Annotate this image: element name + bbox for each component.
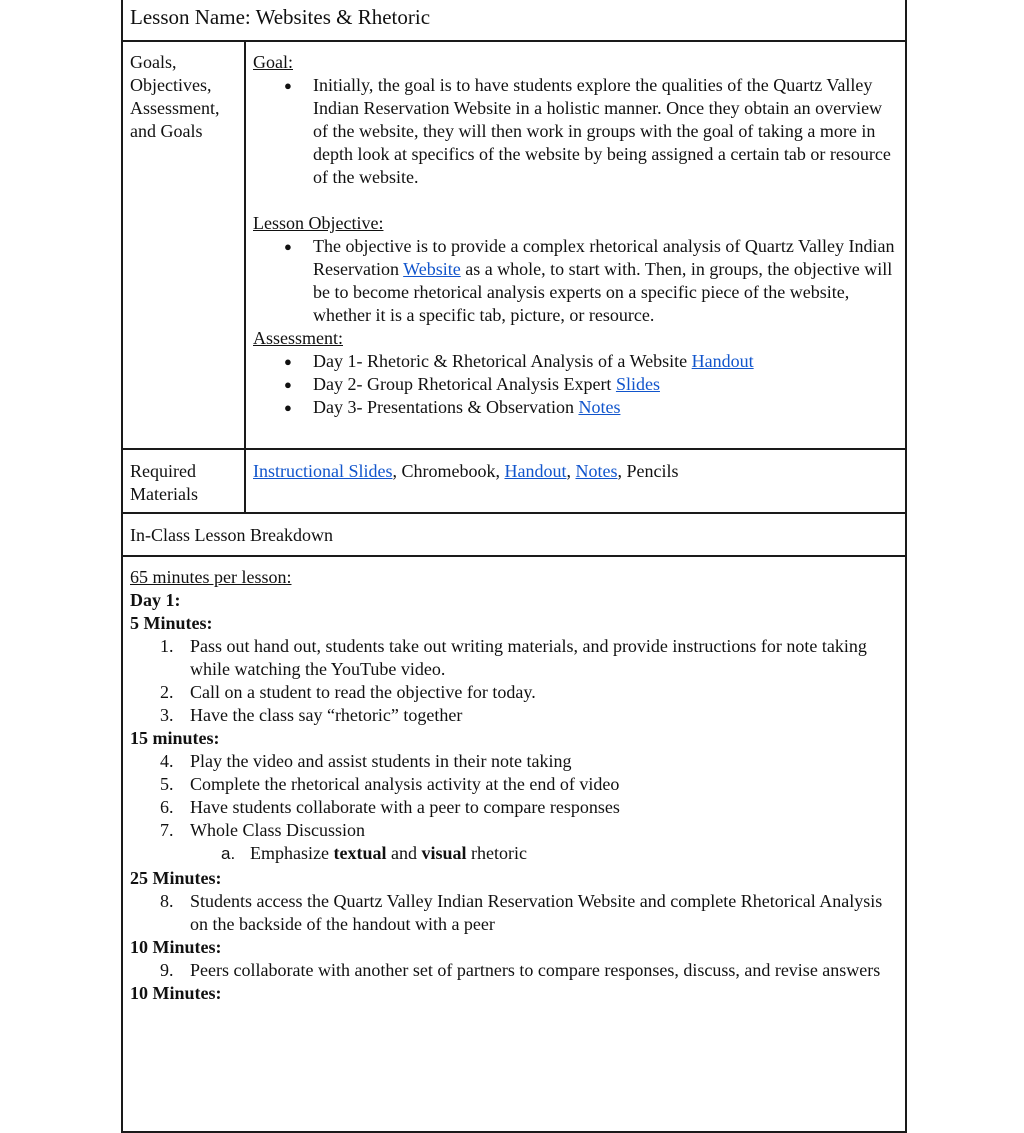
step-text: Complete the rhetorical analysis activity at the end of video bbox=[190, 774, 620, 794]
step-text: Have students collaborate with a peer to compare responses bbox=[190, 797, 620, 817]
step-number: 6. bbox=[160, 797, 174, 817]
duration-heading: 25 Minutes: bbox=[130, 868, 222, 888]
instructional-slides-link[interactable]: Instructional Slides bbox=[253, 461, 393, 481]
step-text: Peers collaborate with another set of partners to compare responses, discuss, and revise answers bbox=[190, 960, 881, 980]
goals-label-cell bbox=[122, 41, 245, 449]
assessment-item bbox=[313, 373, 898, 396]
assessment-text: Day 2- Group Rhetorical Analysis Expert bbox=[313, 374, 616, 394]
step-item bbox=[160, 959, 898, 982]
duration-heading: 15 minutes: bbox=[130, 728, 220, 748]
step-number: 7. bbox=[160, 820, 174, 840]
step-item bbox=[160, 890, 898, 936]
goal-item bbox=[313, 74, 898, 189]
slides-link[interactable]: Slides bbox=[615, 374, 660, 394]
materials-handout-link[interactable]: Handout bbox=[504, 461, 567, 481]
goal-heading: Goal: bbox=[253, 52, 293, 72]
step-item bbox=[160, 704, 898, 727]
minutes-per-lesson: 65 minutes per lesson: bbox=[130, 567, 292, 587]
step-text: Pass out hand out, students take out writing materials, and provide instructions for note taking while watching the YouTube video. bbox=[190, 636, 867, 679]
goals-label-line: Objectives, bbox=[130, 75, 212, 95]
goals-label-line: and Goals bbox=[130, 121, 203, 141]
objective-heading: Lesson Objective: bbox=[253, 213, 384, 233]
breakdown-heading: In-Class Lesson Breakdown bbox=[130, 525, 333, 545]
lesson-title: Lesson Name: Websites & Rhetoric bbox=[130, 5, 431, 29]
sub-step-text: Emphasize bbox=[250, 843, 334, 863]
materials-text: , bbox=[566, 461, 576, 481]
day-heading: Day 1: bbox=[130, 590, 181, 610]
step-text: Play the video and assist students in their note taking bbox=[190, 751, 572, 771]
step-list bbox=[130, 750, 898, 865]
lesson-title-cell bbox=[122, 0, 906, 41]
step-list bbox=[130, 959, 898, 982]
notes-link[interactable]: Notes bbox=[578, 397, 621, 417]
goals-label-line: Assessment, bbox=[130, 98, 220, 118]
goal-list bbox=[253, 74, 898, 189]
materials-label-line: Materials bbox=[130, 484, 198, 504]
assessment-text: Day 1- Rhetoric & Rhetorical Analysis of a Website bbox=[313, 351, 692, 371]
goals-label-line: Goals, bbox=[130, 52, 177, 72]
step-number: 1. bbox=[160, 636, 174, 656]
step-list bbox=[130, 890, 898, 936]
lesson-plan-table bbox=[121, 0, 907, 1133]
materials-notes-link[interactable]: Notes bbox=[575, 461, 618, 481]
lesson-plan-page bbox=[121, 0, 904, 1133]
breakdown-body-cell bbox=[122, 556, 906, 1132]
step-number: 3. bbox=[160, 705, 174, 725]
step-item bbox=[160, 635, 898, 681]
duration-heading: 5 Minutes: bbox=[130, 613, 213, 633]
emphasis-visual: visual bbox=[421, 843, 467, 863]
step-number: 9. bbox=[160, 960, 174, 980]
website-link[interactable]: Website bbox=[403, 259, 461, 279]
step-item bbox=[160, 796, 898, 819]
objective-item bbox=[313, 235, 898, 327]
goals-content-cell bbox=[245, 41, 906, 449]
step-number: 8. bbox=[160, 891, 174, 911]
goal-text: Initially, the goal is to have students explore the qualities of the Quartz Valley Indian Reservation Website in a holistic manner. Once they obtain an overview of the website, they will then work in groups with the goal of taking a more in depth look at specifics of the website by being assigned a certain tab or resource of the website. bbox=[313, 75, 891, 187]
objective-text-before: The objective is to provide a complex rhetorical analysis of Quartz Valley Indian Reservation bbox=[313, 236, 895, 279]
step-item bbox=[160, 819, 898, 865]
step-text: Whole Class Discussion bbox=[190, 820, 365, 840]
step-item bbox=[160, 750, 898, 773]
step-list bbox=[130, 635, 898, 727]
sub-step-letter: a. bbox=[221, 844, 236, 863]
assessment-item bbox=[313, 396, 898, 419]
duration-heading: 10 Minutes: bbox=[130, 983, 222, 1003]
step-item bbox=[160, 773, 898, 796]
sub-step-text: rhetoric bbox=[466, 843, 527, 863]
assessment-item bbox=[313, 350, 898, 373]
step-item bbox=[160, 681, 898, 704]
emphasis-textual: textual bbox=[333, 843, 387, 863]
step-text: Students access the Quartz Valley Indian Reservation Website and complete Rhetorical Analysis on the backside of the handout with a peer bbox=[190, 891, 883, 934]
assessment-list bbox=[253, 350, 898, 419]
materials-label-line: Required bbox=[130, 461, 196, 481]
assessment-text: Day 3- Presentations & Observation bbox=[313, 397, 579, 417]
step-text: Have the class say “rhetoric” together bbox=[190, 705, 463, 725]
sub-step-item bbox=[221, 842, 898, 865]
step-number: 2. bbox=[160, 682, 174, 702]
duration-heading: 10 Minutes: bbox=[130, 937, 222, 957]
materials-text: , Chromebook, bbox=[392, 461, 505, 481]
sub-step-text: and bbox=[386, 843, 422, 863]
materials-text: , Pencils bbox=[617, 461, 679, 481]
objective-text-after: as a whole, to start with. Then, in groups, the objective will be to become rhetorical analysis experts on a specific piece of the website, whether it is a specific tab, picture, or resource. bbox=[313, 259, 893, 325]
step-number: 5. bbox=[160, 774, 174, 794]
sub-step-list bbox=[190, 842, 898, 865]
objective-list bbox=[253, 235, 898, 327]
step-text: Call on a student to read the objective for today. bbox=[190, 682, 536, 702]
materials-label-cell bbox=[122, 449, 245, 513]
assessment-heading: Assessment: bbox=[253, 328, 343, 348]
step-number: 4. bbox=[160, 751, 174, 771]
materials-content-cell bbox=[245, 449, 906, 513]
breakdown-heading-cell bbox=[122, 513, 906, 556]
handout-link[interactable]: Handout bbox=[691, 351, 754, 371]
